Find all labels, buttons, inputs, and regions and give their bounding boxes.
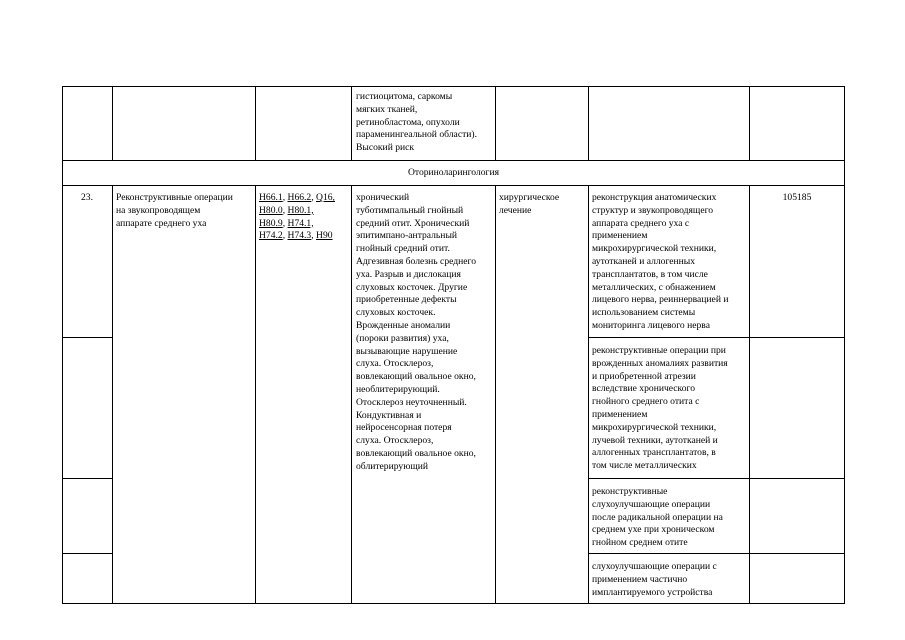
row-number-cell bbox=[62, 192, 112, 205]
text-line: вызывающие нарушение bbox=[356, 345, 458, 357]
text-line: вовлекающий овальное окно, bbox=[356, 371, 476, 383]
icd-code-link[interactable]: H66.1 bbox=[259, 192, 283, 203]
separator: , bbox=[282, 230, 288, 242]
text-line: реконструкция анатомических bbox=[592, 192, 717, 203]
text-line: структур и звукопроводящего bbox=[592, 204, 714, 216]
text-line: аппарата среднего уха с bbox=[592, 217, 690, 229]
text-line: трансплантатов, в том числе bbox=[592, 268, 708, 280]
icd-code-link[interactable]: H74.2 bbox=[259, 230, 283, 242]
top-row-diagnosis-cell bbox=[356, 91, 477, 155]
text-line: средний отит. Хронический bbox=[356, 217, 470, 229]
diagnosis-cell bbox=[356, 192, 476, 474]
text-line: вследствие хронического bbox=[592, 383, 696, 395]
text-line: хирургическое bbox=[499, 192, 560, 203]
text-line: гнойном среднем отите bbox=[592, 537, 688, 549]
icd-code-link[interactable]: H74.3 bbox=[287, 230, 312, 242]
text-line: слуха. Отосклероз, bbox=[356, 435, 434, 447]
separator: , bbox=[282, 217, 288, 229]
text-line: слухоулучшающие операции bbox=[592, 498, 711, 510]
text-line: использованием системы bbox=[592, 307, 696, 319]
text-line: слуховых косточек. Другие bbox=[356, 281, 468, 293]
icd-code-link[interactable]: Q16, bbox=[316, 192, 335, 203]
text-line: применением bbox=[592, 230, 648, 242]
separator: , bbox=[311, 192, 317, 203]
text-line: микрохирургической техники, bbox=[592, 243, 717, 255]
treatment-method-cell bbox=[592, 345, 728, 473]
column-divider bbox=[351, 185, 352, 603]
text-line: имплантируемого устройства bbox=[592, 586, 713, 598]
column-divider bbox=[255, 185, 256, 603]
text-line: Высокий риск bbox=[356, 142, 415, 154]
text-line: врожденных аномалиях развития bbox=[592, 357, 728, 369]
subrow-divider bbox=[62, 337, 112, 338]
text-line: слухоулучшающие операции с bbox=[592, 561, 717, 572]
column-divider bbox=[749, 86, 750, 160]
icd-codes-cell bbox=[259, 192, 335, 243]
text-line: Кондуктивная и bbox=[356, 409, 422, 421]
text-line: Врожденные аномалии bbox=[356, 319, 451, 331]
table-border-right bbox=[844, 86, 845, 604]
icd-code-link[interactable]: H90 bbox=[316, 230, 333, 242]
text-line: гнойный средний отит. bbox=[356, 243, 450, 255]
text-line: аллогенных трансплантатов, в bbox=[592, 447, 716, 459]
text-line: Отосклероз неуточненный. bbox=[356, 396, 467, 408]
cost-cell bbox=[749, 192, 845, 205]
text-line bbox=[259, 192, 335, 205]
treatment-method-cell bbox=[592, 192, 728, 333]
text-line: том числе металлических bbox=[592, 460, 697, 472]
subrow-divider bbox=[588, 553, 845, 554]
section-header bbox=[62, 167, 845, 180]
column-divider bbox=[495, 185, 496, 603]
treatment-type-cell bbox=[499, 192, 559, 218]
text-line: после радикальной операции на bbox=[592, 511, 723, 523]
text-line: необлитерирующий. bbox=[356, 383, 440, 395]
text-line: эпитимпано-антральный bbox=[356, 230, 458, 242]
cost-value: 105185 bbox=[782, 192, 812, 203]
text-line: среднем ухе при хроническом bbox=[592, 524, 715, 536]
text-line: хронический bbox=[356, 192, 410, 203]
icd-code-link[interactable]: H74.1, bbox=[287, 217, 314, 229]
text-line: лечение bbox=[499, 204, 532, 216]
text-line: лицевого нерва, реиннервацией и bbox=[592, 294, 729, 306]
text-line bbox=[259, 218, 335, 231]
text-line: (пороки развития) уха, bbox=[356, 332, 449, 344]
column-divider bbox=[351, 86, 352, 160]
text-line: мониторинга лицевого нерва bbox=[592, 319, 710, 331]
text-line: слуховых косточек. bbox=[356, 307, 436, 319]
subrow-divider bbox=[62, 553, 112, 554]
treatment-method-cell bbox=[592, 486, 723, 550]
icd-code-link[interactable]: H66.2 bbox=[287, 192, 312, 203]
table-border-bottom bbox=[62, 603, 845, 604]
separator: , bbox=[311, 230, 317, 242]
separator: , bbox=[282, 192, 288, 203]
text-line: облитерирующий bbox=[356, 460, 429, 472]
text-line: параменингеальной области). bbox=[356, 129, 477, 141]
separator: , bbox=[282, 204, 288, 216]
row-number: 23. bbox=[81, 192, 93, 203]
text-line: вовлекающий овальное окно, bbox=[356, 447, 476, 459]
text-line: аппарате среднего уха bbox=[116, 217, 207, 229]
text-line: лучевой техники, аутотканей и bbox=[592, 434, 718, 446]
subrow-divider bbox=[62, 478, 112, 479]
column-divider bbox=[588, 185, 589, 603]
text-line: гнойного среднего отита с bbox=[592, 396, 700, 408]
table-border-top bbox=[62, 86, 845, 87]
text-line bbox=[259, 230, 335, 243]
icd-code-link[interactable]: H80.1, bbox=[287, 204, 314, 216]
text-line: уха. Разрыв и дислокация bbox=[356, 268, 461, 280]
icd-code-link[interactable]: H80.9 bbox=[259, 217, 283, 229]
text-line: Адгезивная болезнь среднего bbox=[356, 255, 477, 267]
row-divider bbox=[62, 160, 845, 161]
treatment-method-cell bbox=[592, 561, 717, 599]
text-line: и приобретенной атрезии bbox=[592, 370, 696, 382]
text-line: гистиоцитома, саркомы bbox=[356, 91, 453, 102]
text-line: туботимпальный гнойный bbox=[356, 204, 464, 216]
text-line: реконструктивные bbox=[592, 486, 668, 497]
column-divider bbox=[112, 86, 113, 160]
column-divider bbox=[495, 86, 496, 160]
column-divider bbox=[112, 185, 113, 603]
text-line: слуха. Отосклероз, bbox=[356, 358, 434, 370]
column-divider bbox=[588, 86, 589, 160]
text-line: применением частично bbox=[592, 573, 688, 585]
text-line: металлических, с обнажением bbox=[592, 281, 716, 293]
text-line: нейросенсорная потеря bbox=[356, 422, 452, 434]
text-line: приобретенные дефекты bbox=[356, 294, 457, 306]
text-line: применением bbox=[592, 408, 648, 420]
row-divider bbox=[62, 185, 845, 186]
subrow-divider bbox=[588, 478, 845, 479]
text-line: аутотканей и аллогенных bbox=[592, 255, 696, 267]
text-line: Реконструктивные операции bbox=[116, 192, 233, 203]
subrow-divider bbox=[588, 337, 845, 338]
text-line: на звукопроводящем bbox=[116, 204, 201, 216]
table-border-left bbox=[62, 86, 63, 604]
text-line: реконструктивные операции при bbox=[592, 345, 726, 356]
icd-code-link[interactable]: H80.0 bbox=[259, 204, 283, 216]
text-line: мягких тканей, bbox=[356, 103, 418, 115]
procedure-name-cell bbox=[116, 192, 233, 230]
section-header-label: Оториноларингология bbox=[407, 167, 500, 178]
text-line: микрохирургической техники, bbox=[592, 421, 717, 433]
text-line: ретинобластома, опухоли bbox=[356, 116, 460, 128]
text-line bbox=[259, 205, 335, 218]
column-divider bbox=[749, 185, 750, 603]
column-divider bbox=[255, 86, 256, 160]
